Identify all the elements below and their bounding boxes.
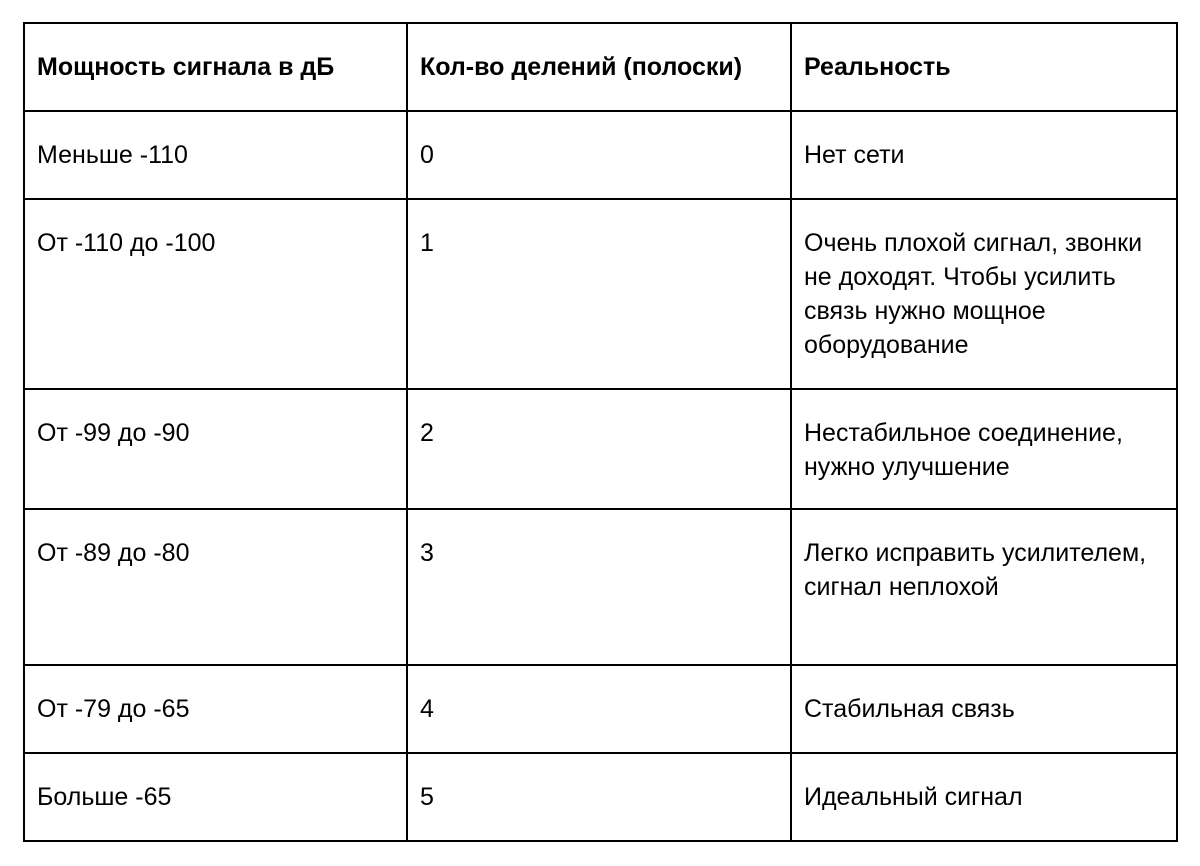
table-row (24, 509, 1177, 665)
header-bar-count: Кол-во делений (полоски) (407, 23, 791, 111)
table-row (24, 753, 1177, 841)
cell-bar-count: 5 (407, 753, 791, 841)
cell-signal-power: Меньше -110 (24, 111, 407, 199)
table-row (24, 665, 1177, 753)
cell-reality: Очень плохой сигнал, звонки не доходят. Чтобы усилить связь нужно мощное оборудование (791, 199, 1177, 389)
cell-reality: Стабильная связь (791, 665, 1177, 753)
cell-signal-power: От -99 до -90 (24, 389, 407, 509)
cell-bar-count: 2 (407, 389, 791, 509)
header-signal-power: Мощность сигнала в дБ (24, 23, 407, 111)
cell-bar-count: 3 (407, 509, 791, 665)
table-row (24, 199, 1177, 389)
cell-signal-power: Больше -65 (24, 753, 407, 841)
cell-bar-count: 0 (407, 111, 791, 199)
cell-signal-power: От -89 до -80 (24, 509, 407, 665)
header-row (24, 23, 1177, 111)
cell-reality: Нет сети (791, 111, 1177, 199)
cell-bar-count: 4 (407, 665, 791, 753)
cell-reality: Идеальный сигнал (791, 753, 1177, 841)
cell-bar-count: 1 (407, 199, 791, 389)
cell-signal-power: От -79 до -65 (24, 665, 407, 753)
cell-reality: Легко исправить усилителем, сигнал неплохой (791, 509, 1177, 665)
cell-reality: Нестабильное соединение, нужно улучшение (791, 389, 1177, 509)
signal-strength-table (23, 22, 1178, 842)
table-row (24, 389, 1177, 509)
cell-signal-power: От -110 до -100 (24, 199, 407, 389)
table-row (24, 111, 1177, 199)
header-reality: Реальность (791, 23, 1177, 111)
